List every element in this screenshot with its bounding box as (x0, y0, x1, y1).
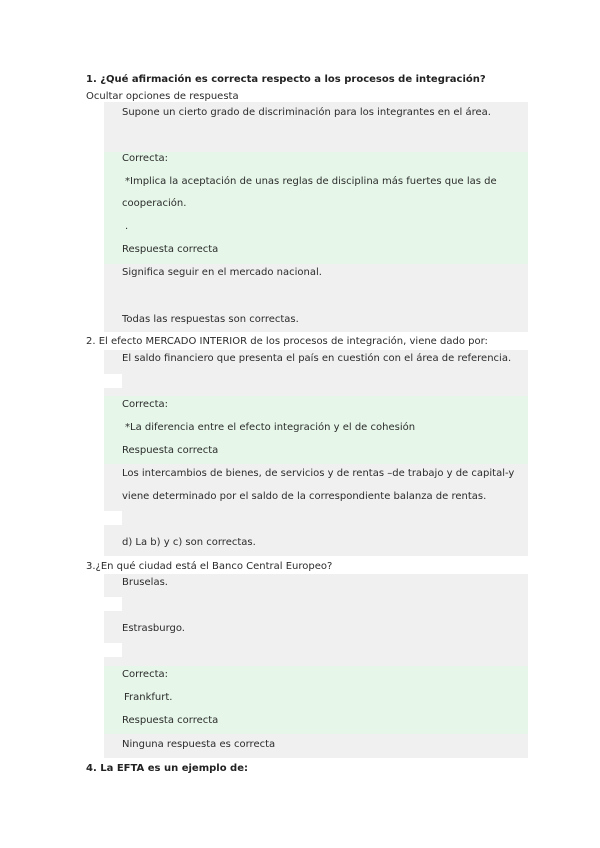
question-2-title: 2. El efecto MERCADO INTERIOR de los procesos de integración, viene dado por: (86, 336, 488, 347)
q1-option-d-text: Todas las respuestas son correctas. (122, 314, 299, 325)
q3-correct-text: Frankfurt. (124, 692, 173, 703)
q2-correct-text: *La diferencia entre el efecto integración y el de cohesión (125, 422, 416, 433)
q2-option-c-text-line2: viene determinado por el saldo de la correspondiente balanza de rentas. (122, 491, 487, 502)
question-4-title: 4. La EFTA es un ejemplo de: (86, 763, 248, 774)
q3-option-d-text: Ninguna respuesta es correcta (122, 739, 276, 750)
q3-option-b-text: Estrasburgo. (122, 623, 185, 634)
q1-correct-label: Correcta: (122, 153, 168, 164)
q1-correct-dot: . (125, 221, 129, 232)
q2-correct-note: Respuesta correcta (122, 445, 219, 456)
q1-correct-text-line1: *Implica la aceptación de unas reglas de disciplina más fuertes que las de (125, 176, 497, 187)
q2-correct-label: Correcta: (122, 399, 168, 410)
q3-correct-label: Correcta: (122, 669, 168, 680)
q3-correct-note: Respuesta correcta (122, 715, 219, 726)
q2-option-a-gap (104, 374, 122, 388)
q3-option-b-gap (104, 643, 122, 657)
hide-answers-toggle[interactable]: Ocultar opciones de respuesta (86, 91, 239, 102)
q1-option-a-text: Supone un cierto grado de discriminación para los integrantes en el área. (122, 107, 491, 118)
question-3-title: 3.¿En qué ciudad está el Banco Central Europeo? (86, 561, 333, 572)
q1-correct-note: Respuesta correcta (122, 244, 219, 255)
q3-option-a-gap (104, 597, 122, 611)
q1-option-c-text: Significa seguir en el mercado nacional. (122, 267, 322, 278)
q2-option-a-text: El saldo financiero que presenta el país en cuestión con el área de referencia. (122, 353, 512, 364)
q3-option-a-text: Bruselas. (122, 577, 168, 588)
q2-option-c-text-line1: Los intercambios de bienes, de servicios y de rentas –de trabajo y de capital-y (122, 468, 515, 479)
question-1-title: 1. ¿Qué afirmación es correcta respecto a los procesos de integración? (86, 74, 486, 85)
q2-option-d-text: d) La b) y c) son correctas. (122, 537, 256, 548)
q1-correct-text-line2: cooperación. (122, 198, 187, 209)
q2-option-c-gap (104, 511, 122, 525)
